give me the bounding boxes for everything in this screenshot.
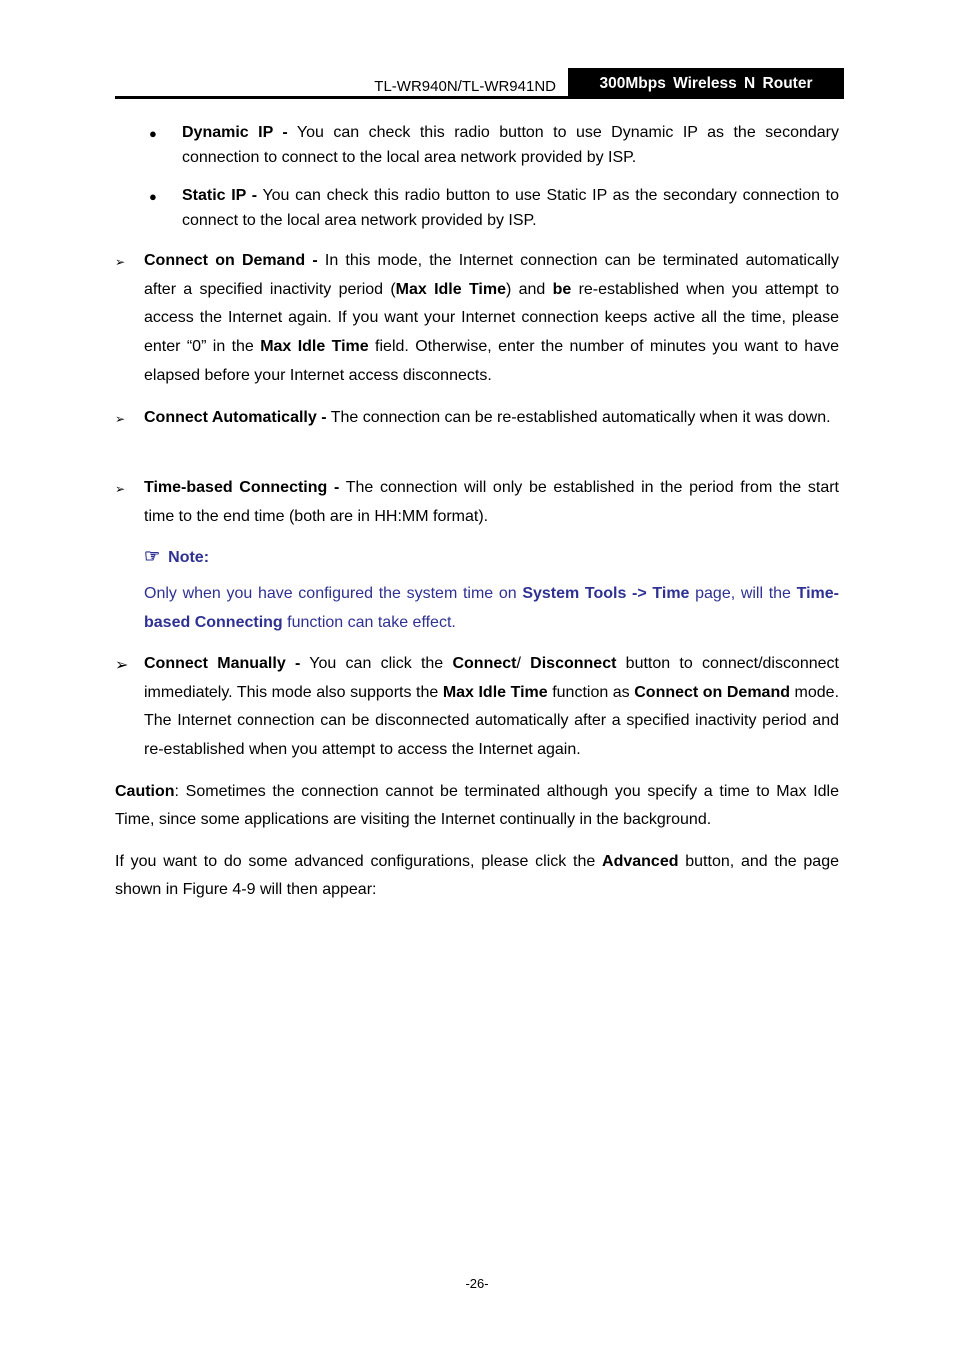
mode-bold: Connect on Demand [634, 683, 790, 701]
mode-text: function as [547, 683, 635, 701]
mode-bold: Max Idle Time [260, 338, 369, 356]
advanced-paragraph [115, 848, 839, 904]
note-text: page, will the [689, 585, 797, 602]
header-product-title: 300Mbps Wireless N Router [568, 68, 844, 99]
mode-text: mode. The Internet connection can be disconnected automatically after a specified inactivity period and re-established when you attempt to access the Internet again. [144, 683, 840, 759]
bullet-term: Dynamic IP - [182, 124, 288, 141]
bullet-dot: ● [149, 126, 157, 141]
caution-term: Caution [115, 783, 175, 800]
mode-text: The connection can be re-established automatically when it was down. [326, 409, 831, 426]
bullet-text: You can check this radio button to use Static IP as the secondary connection to connect to the local area network provided by ISP. [182, 187, 839, 229]
mode-text: button to connect/disconnect immediately. This mode also supports the [144, 655, 839, 701]
caution-text: : Sometimes the connection cannot be terminated although you specify a time to Max Idle Time, since some applications are visiting the Internet continually in the background. [115, 783, 839, 828]
page-number: -26- [465, 1276, 489, 1291]
mode-bold: Connect [452, 655, 517, 672]
mode-connect-automatically [144, 404, 839, 433]
header-model: TL-WR940N/TL-WR941ND [374, 78, 556, 95]
note-body [144, 580, 839, 637]
mode-term: Connect Automatically - [144, 409, 327, 426]
bullet-dynamic-ip [182, 120, 839, 170]
note-title: Note: [168, 549, 210, 566]
arrow-bullet-icon: ➢ [115, 412, 126, 426]
mode-text: You can click the [300, 655, 453, 672]
bullet-static-ip [182, 183, 839, 233]
mode-bold: Max Idle Time [442, 683, 548, 701]
note-text: Only when you have configured the system time on [144, 585, 523, 602]
mode-connect-manually [144, 650, 839, 765]
caution-paragraph [115, 778, 839, 834]
bullet-text: You can check this radio button to use Dynamic IP as the secondary connection to connect to the local area network provided by ISP. [182, 124, 839, 166]
mode-time-based-connecting [144, 474, 839, 531]
mode-text: re-established when you attempt to access the Internet again. If you want your Internet connection keeps active all the time, please enter “0” in the [144, 280, 839, 356]
arrow-bullet-icon: ➢ [115, 255, 126, 269]
bullet-term: Static IP - [182, 187, 258, 204]
mode-bold: Max Idle Time [395, 280, 506, 298]
page-header [115, 68, 844, 99]
mode-term: Connect on Demand - [144, 252, 318, 269]
bullet-dot: ● [149, 189, 157, 204]
advanced-text: If you want to do some advanced configurations, please click the [115, 853, 603, 870]
mode-text: field. Otherwise, enter the number of minutes you want to have elapsed before your Internet access disconnects. [144, 338, 839, 384]
mode-term: Time-based Connecting - [144, 479, 340, 496]
mode-text: ) and [506, 280, 553, 298]
note-bold: Time-based Connecting [144, 585, 840, 631]
note-bold: System Tools -> Time [522, 585, 690, 602]
advanced-text: button, and the page shown in Figure 4-9 will then appear: [115, 853, 839, 898]
pointing-hand-icon: ☞ [144, 546, 161, 566]
arrow-bullet-icon: ➢ [115, 657, 129, 674]
header-rule [115, 96, 844, 99]
mode-bold: Disconnect [530, 655, 617, 672]
advanced-bold: Advanced [602, 853, 679, 870]
mode-text: / [516, 655, 531, 672]
note-heading [144, 546, 209, 567]
mode-connect-on-demand [144, 247, 839, 391]
mode-text: In this mode, the Internet connection can be terminated automatically after a specified inactivity period ( [144, 252, 839, 298]
note-text: function can take effect. [282, 613, 456, 631]
mode-text: The connection will only be established in the period from the start time to the end time (both are in HH:MM format). [144, 479, 839, 525]
mode-bold: be [552, 280, 572, 298]
arrow-bullet-icon: ➢ [115, 482, 126, 496]
mode-term: Connect Manually - [144, 655, 301, 672]
